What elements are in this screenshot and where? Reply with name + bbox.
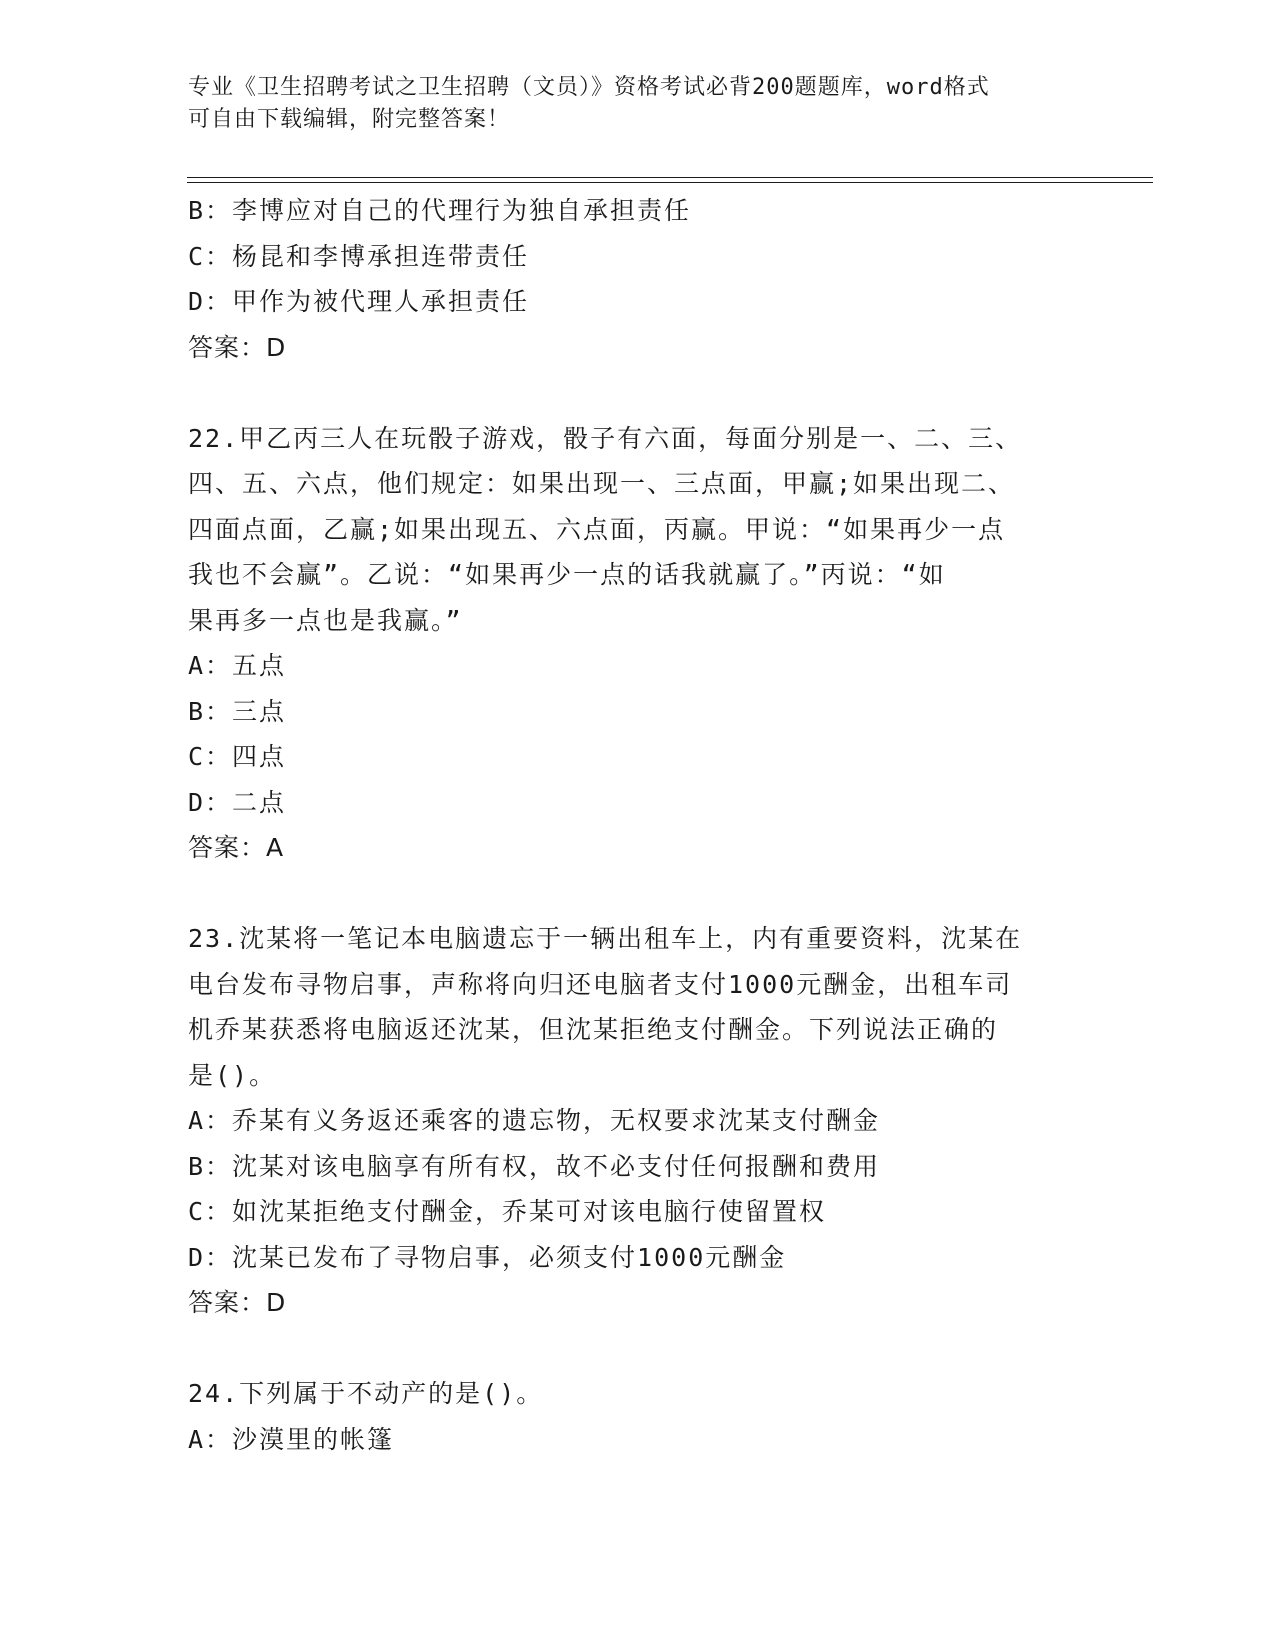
q23-option-c: C：如沈某拒绝支付酬金，乔某可对该电脑行使留置权 xyxy=(188,1197,827,1226)
q22-stem-line-3: 四面点面，乙赢;如果出现五、六点面，丙赢。甲说：“如果再少一点 xyxy=(188,514,1006,544)
header-rule-top xyxy=(187,177,1153,178)
q22-stem-line-2: 四、五、六点，他们规定：如果出现一、三点面，甲赢;如果出现二、 xyxy=(188,469,1016,498)
question-24 xyxy=(188,1371,1088,1462)
q23-option-b: B：沈某对该电脑享有所有权，故不必支付任何报酬和费用 xyxy=(188,1151,881,1181)
q23-option-d: D：沈某已发布了寻物启事，必须支付1000元酬金 xyxy=(188,1242,787,1272)
header-title-line-2: 可自由下载编辑，附完整答案！ xyxy=(188,107,511,132)
q23-stem-line-4: 是()。 xyxy=(188,1060,277,1090)
spacer xyxy=(188,1326,1088,1372)
q22-stem-line-1: 22.甲乙丙三人在玩骰子游戏，骰子有六面，每面分别是一、二、三、 xyxy=(188,423,1023,453)
q21-option-d: D：甲作为被代理人承担责任 xyxy=(188,287,530,316)
document-header xyxy=(188,72,1068,136)
q21-option-b: B：李博应对自己的代理行为独自承担责任 xyxy=(188,196,692,225)
q23-stem-line-3: 机乔某获悉将电脑返还沈某，但沈某拒绝支付酬金。下列说法正确的 xyxy=(188,1015,999,1044)
q22-stem-line-5: 果再多一点也是我赢。” xyxy=(188,605,463,635)
question-23 xyxy=(188,916,1088,1326)
q23-stem-line-2: 电台发布寻物启事，声称将向归还电脑者支付1000元酬金，出租车司 xyxy=(188,969,1013,999)
q22-stem-line-4: 我也不会赢”。乙说：“如果再少一点的话我就赢了。”丙说：“如 xyxy=(188,560,946,589)
q21-answer: 答案：D xyxy=(188,332,287,362)
q21-option-c: C：杨昆和李博承担连带责任 xyxy=(188,241,530,271)
q24-option-a: A：沙漠里的帐篷 xyxy=(188,1424,395,1454)
q22-option-c: C：四点 xyxy=(188,742,287,771)
q24-stem-line-1: 24.下列属于不动产的是()。 xyxy=(188,1379,544,1408)
q22-option-a: A：五点 xyxy=(188,651,287,680)
q23-stem-line-1: 23.沈某将一笔记本电脑遗忘于一辆出租车上，内有重要资料，沈某在 xyxy=(188,924,1023,953)
question-21-tail xyxy=(188,188,1088,370)
q23-option-a: A：乔某有义务返还乘客的遗忘物，无权要求沈某支付酬金 xyxy=(188,1106,881,1135)
header-title-line-1: 专业《卫生招聘考试之卫生招聘（文员）》资格考试必背200题题库，word格式 xyxy=(188,75,990,100)
q22-answer: 答案：A xyxy=(188,833,285,862)
spacer xyxy=(188,370,1088,416)
question-22 xyxy=(188,416,1088,871)
header-rule-bottom xyxy=(187,182,1153,183)
spacer xyxy=(188,871,1088,917)
q23-answer: 答案：D xyxy=(188,1288,287,1317)
q22-option-d: D：二点 xyxy=(188,787,287,817)
q22-option-b: B：三点 xyxy=(188,696,287,726)
document-body xyxy=(188,188,1088,1462)
